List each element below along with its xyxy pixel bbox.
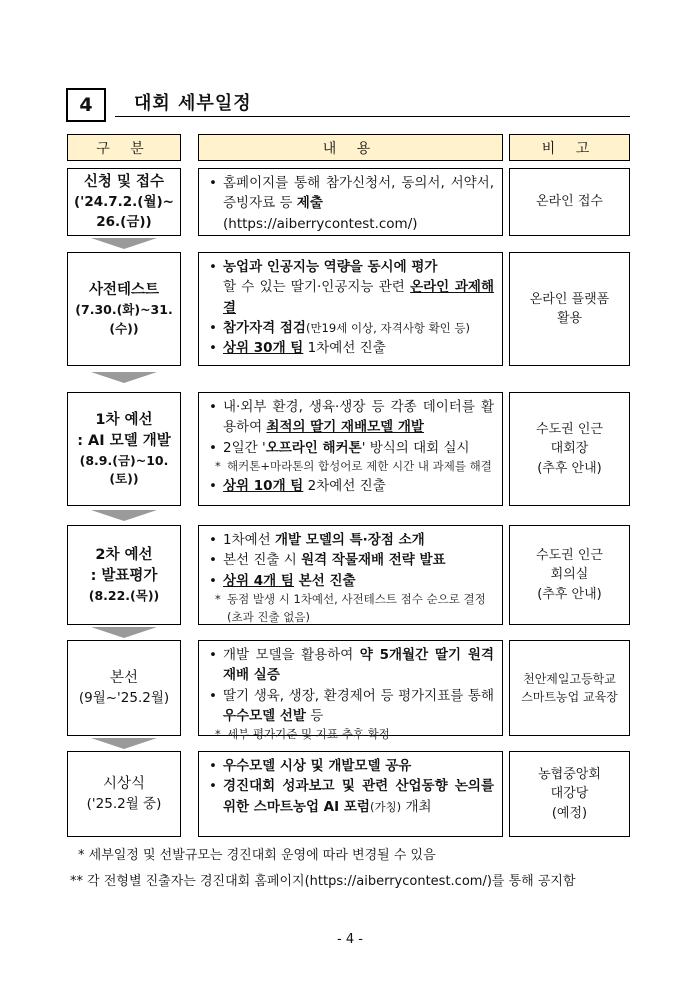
stage-title: 신청 및 접수 [83,173,165,190]
list-item: • 홈페이지를 통해 참가신청서, 동의서, 서약서, 증빙자료 등 제출 (https://aiberrycontest.com/) [209,175,494,232]
item-text: 1차예선 진출 [303,340,386,356]
list-item: • 농업과 인공지능 역량을 동시에 평가 할 수 있는 딸기·인공지능 관련 온라인 과제해결 [209,259,494,316]
note-text: 대회장 [550,441,589,457]
list-item: • 우수모델 시상 및 개발모델 공유 [209,758,412,774]
stage-date: (7.30.(화)~31.(수)) [75,302,173,336]
note-text: 대강당 [550,786,589,802]
list-item: • 경진대회 성과보고 및 관련 산업동향 논의를 위한 스마트농업 AI 포럼(가칭) 개최 [209,778,494,815]
note-cell-application [509,168,630,236]
item-text: 홈페이지를 통해 참가신청서, 동의서, 서약서, 증빙자료 등 [223,175,494,212]
item-emphasis: 참가자격 점검 [223,319,306,336]
item-emphasis: 우수모델 선발 [223,707,306,724]
stage-title: 1차 예선 [95,411,153,428]
note-text: 스마트농업 교육장 [521,690,618,704]
item-emphasis: 약 5개월간 딸기 원격 재배 실증 [223,647,495,684]
flow-arrow-icon [91,238,157,249]
item-emphasis: 본선 진출 [293,572,356,589]
subnote-text: 세부 평가기준 및 지표 추후 확정 [227,727,390,741]
list-item: • 상위 30개 팀 1차예선 진출 [209,340,386,356]
item-text: ' 방식의 대회 실시 [361,439,470,456]
note-text: (예정) [551,805,588,821]
item-emphasis: 원격 작물재배 전략 발표 [301,552,446,569]
header-note: 비 고 [509,134,630,161]
note-text: (추후 안내) [537,460,602,476]
list-item: • 참가자격 점검(만19세 이상, 자격사항 확인 등) [209,319,471,336]
item-emphasis-underlined: 온라인 과제해결 [223,279,494,316]
note-text: 농협중앙회 [538,766,601,782]
list-item: • 개발 모델을 활용하여 약 5개월간 딸기 원격 재배 실증 [209,647,495,684]
item-text: (가칭) [369,799,402,814]
note-text: 회의실 [550,567,589,583]
item-emphasis-underlined: 상위 4개 팀 [223,572,294,589]
stage-cell-application [67,168,181,236]
list-item: • 상위 4개 팀 본선 진출 [209,572,356,589]
stage-subtitle: : 발표평가 [90,567,158,584]
section-number: 4 [79,94,93,116]
note-text: (추후 안내) [537,586,602,602]
note-text: 수도권 인근 [536,547,603,563]
item-emphasis: 오프라인 해커톤 [265,439,362,456]
content-cell-preliminary-2 [198,525,503,625]
stage-date: ('24.7.2.(월)~ [74,193,174,210]
note-cell-preliminary-1 [509,392,630,506]
item-emphasis: 경진대회 성과보고 및 관련 산업동향 논의를 위한 스마트농업 AI 포럼 [223,778,494,815]
note-text: 온라인 플랫폼 [529,291,610,307]
item-text: 개발 모델을 활용하여 [223,647,360,663]
note-text: 수도권 인근 [536,421,603,437]
note-cell-preliminary-2 [509,525,630,625]
flow-arrow-icon [91,738,157,749]
stage-title: 사전테스트 [88,282,160,299]
list-subnote: * 세부 평가기준 및 지표 추후 확정 [215,726,494,744]
footnote-1: * 세부일정 및 선발규모는 경진대회 운영에 따라 변경될 수 있음 [78,848,436,863]
note-text: 온라인 접수 [536,194,603,210]
stage-date: ('25.2월 중) [86,795,162,812]
stage-cell-preliminary-2 [67,525,181,625]
item-emphasis-underlined: 상위 10개 팀 [223,477,304,494]
list-item: • 본선 진출 시 원격 작물재배 전략 발표 [209,552,446,569]
list-item: • 내·외부 환경, 생육·생장 등 각종 데이터를 활용하여 최적의 딸기 재배모델 개발 [209,399,494,436]
item-emphasis: 제출 [296,195,323,212]
stage-title: 본선 [109,669,138,686]
list-subnote: * 동점 발생 시 1차예선, 사전테스트 점수 순으로 결정(초과 진출 없음) [215,591,494,627]
content-cell-ceremony [198,751,503,837]
stage-date: (9월~'25.2월) [78,689,170,706]
list-item: • 상위 10개 팀 2차예선 진출 [209,477,386,494]
flow-arrow-icon [91,510,157,521]
list-item: • 딸기 생육, 생장, 환경제어 등 평가지표를 통해 우수모델 선발 등 [209,687,494,724]
item-emphasis: 개발 모델의 특·장점 소개 [275,532,425,548]
stage-date: 26.(금)) [96,213,152,230]
item-text: (만19세 이상, 자격사항 확인 등) [305,320,471,335]
list-item: • 1차예선 개발 모델의 특·장점 소개 [209,532,425,548]
item-emphasis: 및 개발모델 공유 [305,758,412,774]
item-text: 2차예선 진출 [303,477,386,494]
flow-arrow-icon [91,372,157,383]
title-underline [115,116,630,117]
subnote-text: 해커톤+마라톤의 합성어로 제한 시간 내 과제를 해결 [227,458,492,473]
subnote-text: 동점 발생 시 1차예선, 사전테스트 점수 순으로 결정(초과 진출 없음) [227,591,486,624]
header-stage: 구 분 [67,134,181,161]
footnote-2: ** 각 전형별 진출자는 경진대회 홈페이지(https://aiberrycontest.com/)를 통해 공지함 [70,874,576,889]
stage-cell-ceremony [67,751,181,837]
header-content: 내 용 [198,134,503,161]
item-text: 할 수 있는 딸기·인공지능 관련 [223,279,411,296]
note-cell-pretest [509,252,630,366]
content-cell-final [198,640,503,741]
item-emphasis: 농업과 인공지능 역량을 동시에 평가 [223,259,438,275]
item-text: 내·외부 환경, 생육·생장 등 각종 데이터를 활용하여 [223,399,494,436]
item-emphasis-underlined: 상위 30개 팀 [223,340,304,356]
stage-title: 2차 예선 [95,546,153,563]
stage-cell-preliminary-1 [67,392,181,506]
flow-arrow-icon [91,627,157,638]
item-emphasis-underlined: 최적의 딸기 재배모델 개발 [266,419,424,436]
stage-cell-pretest [67,252,181,366]
content-cell-pretest [198,252,503,366]
stage-cell-final [67,640,181,736]
stage-date: (8.9.(금)~10.(토)) [79,452,169,487]
note-cell-ceremony [509,751,630,837]
list-subnote: * 해커톤+마라톤의 합성어로 제한 시간 내 과제를 해결 [215,458,494,476]
content-cell-preliminary-1 [198,392,503,506]
stage-subtitle: : AI 모델 개발 [77,432,171,449]
item-text: 개최 [401,798,432,815]
section-number-box [66,88,106,122]
stage-date: (8.22.(목)) [88,587,160,603]
list-item: • 2일간 '오프라인 해커톤' 방식의 대회 실시 [209,439,470,456]
homepage-url: (https://aiberrycontest.com/) [223,215,418,232]
note-text: 활용 [556,311,583,326]
stage-title: 시상식 [102,775,146,792]
note-cell-final [509,640,630,736]
item-text: 1차예선 [223,532,276,548]
content-cell-application [198,168,503,236]
item-text: 2일간 [223,439,262,456]
item-text: 등 [305,707,324,724]
item-emphasis: 우수모델 시상 [223,758,306,774]
section-title: 대회 세부일정 [134,93,252,114]
item-text: 본선 진출 시 [223,552,302,569]
item-text: 딸기 생육, 생장, 환경제어 등 평가지표를 통해 [223,687,494,704]
page-number: - 4 - [337,932,363,947]
note-text: 천안제일고등학교 [523,672,616,686]
